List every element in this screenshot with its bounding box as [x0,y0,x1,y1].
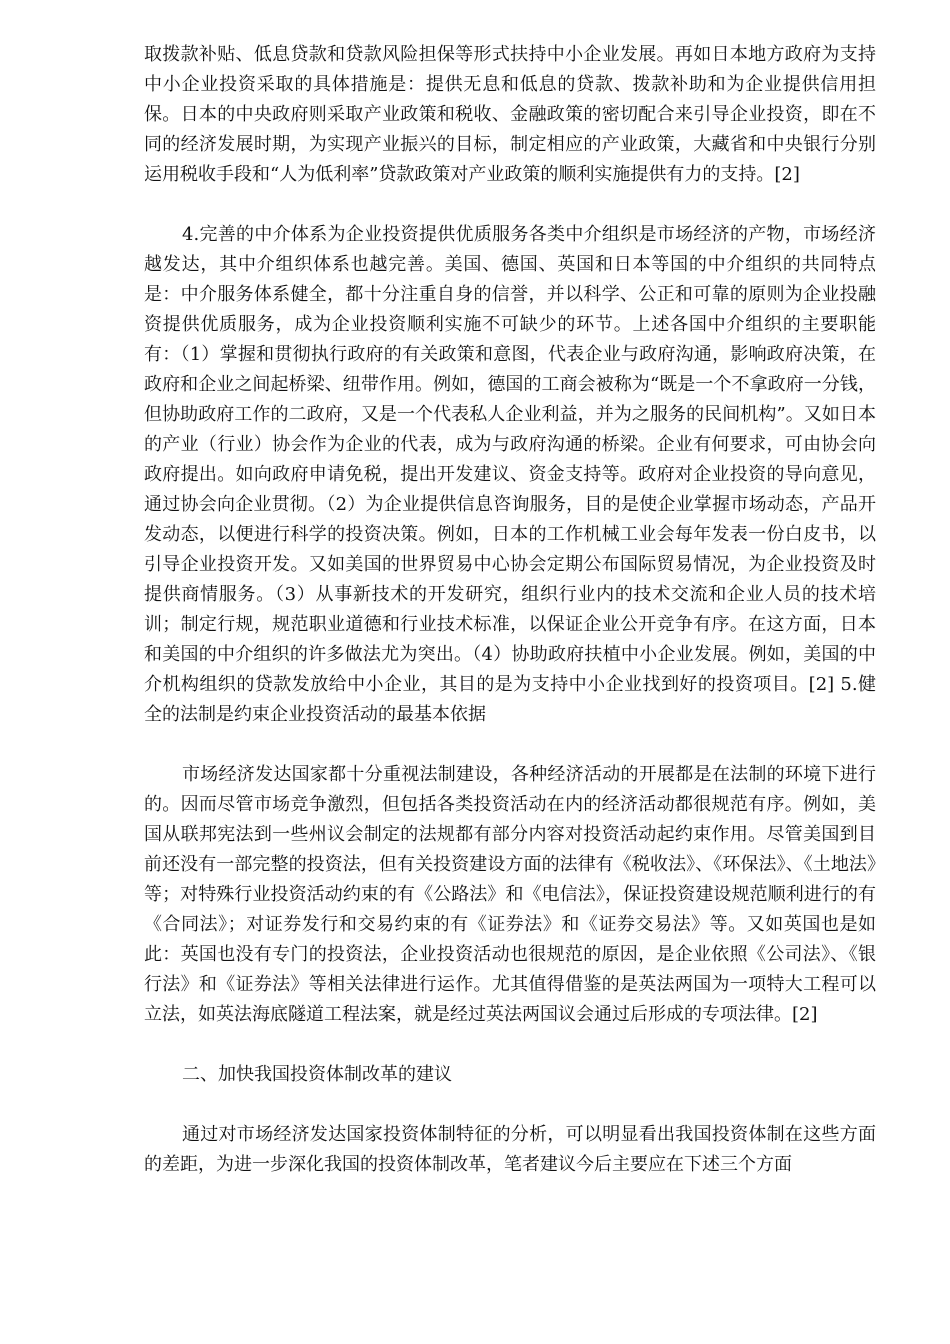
paragraph-continuation: 取拨款补贴、低息贷款和贷款风险担保等形式扶持中小企业发展。再如日本地方政府为支持中小企业投资采取的具体措施是：提供无息和低息的贷款、拨款补助和为企业提供信用担保。日本的中央政府则采取产业政策和税收、金融政策的密切配合来引导企业投资，即在不同的经济发展时期，为实现产业振兴的目标，制定相应的产业政策，大藏省和中央银行分别运用税收手段和“人为低利率”贷款政策对产业政策的顺利实施提供有力的支持。[2] [144,44,876,185]
paragraph-legal-system: 市场经济发达国家都十分重视法制建设，各种经济活动的开展都是在法制的环境下进行的。因而尽管市场竞争激烈，但包括各类投资活动在内的经济活动都很规范有序。例如，美国从联邦宪法到一些州议会制定的法规都有部分内容对投资活动起约束作用。尽管美国到目前还没有一部完整的投资法，但有关投资建设方面的法律有《税收法》、《环保法》、《土地法》等；对特殊行业投资活动约束的有《公路法》和《电信法》，保证投资建设规范顺利进行的有《合同法》；对证券发行和交易约束的有《证券法》和《证券交易法》等。又如英国也是如此：英国也没有专门的投资法，企业投资活动也很规范的原因，是企业依照《公司法》、《银行法》和《证券法》等相关法律进行运作。尤其值得借鉴的是英法两国为一项特大工程可以立法，如英法海底隧道工程法案，就是经过英法两国议会通过后形成的专项法律。[2] [144,764,876,1025]
paragraph-intermediary-system: 4.完善的中介体系为企业投资提供优质服务各类中介组织是市场经济的产物，市场经济越发达，其中介组织体系也越完善。美国、德国、英国和日本等国的中介组织的共同特点是：中介服务体系健全，都十分注重自身的信誉，并以科学、公正和可靠的原则为企业投融资提供优质服务，成为企业投资顺利实施不可缺少的环节。上述各国中介组织的主要职能有：（1）掌握和贯彻执行政府的有关政策和意图，代表企业与政府沟通，影响政府决策，在政府和企业之间起桥梁、纽带作用。例如，德国的工商会被称为“既是一个不拿政府一分钱，但协助政府工作的二政府，又是一个代表私人企业利益，并为之服务的民间机构”。又如日本的产业（行业）协会作为企业的代表，成为与政府沟通的桥梁。企业有何要求，可由协会向政府提出。如向政府申请免税，提出开发建议、资金支持等。政府对企业投资的导向意见，通过协会向企业贯彻。（2）为企业提供信息咨询服务，目的是使企业掌握市场动态，产品开发动态，以便进行科学的投资决策。例如，日本的工作机械工业会每年发表一份白皮书，以引导企业投资开发。又如美国的世界贸易中心协会定期公布国际贸易情况，为企业投资及时提供商情服务。（3）从事新技术的开发研究，组织行业内的技术交流和企业人员的技术培训；制定行规，规范职业道德和行业技术标准，以保证企业公开竞争有序。在这方面，日本和美国的中介组织的许多做法尤为突出。（4）协助政府扶植中小企业发展。例如，美国的中介机构组织的贷款发放给中小企业，其目的是为支持中小企业找到好的投资项目。[2] 5.健全的法制是约束企业投资活动的最基本依据 [144,224,876,725]
section-heading-reform-suggestions: 二、加快我国投资体制改革的建议 [182,1064,452,1085]
document-page [144,40,876,1180]
paragraph-reform-intro: 通过对市场经济发达国家投资体制特征的分析，可以明显看出我国投资体制在这些方面的差距，为进一步深化我国的投资体制改革，笔者建议今后主要应在下述三个方面 [144,1124,876,1175]
